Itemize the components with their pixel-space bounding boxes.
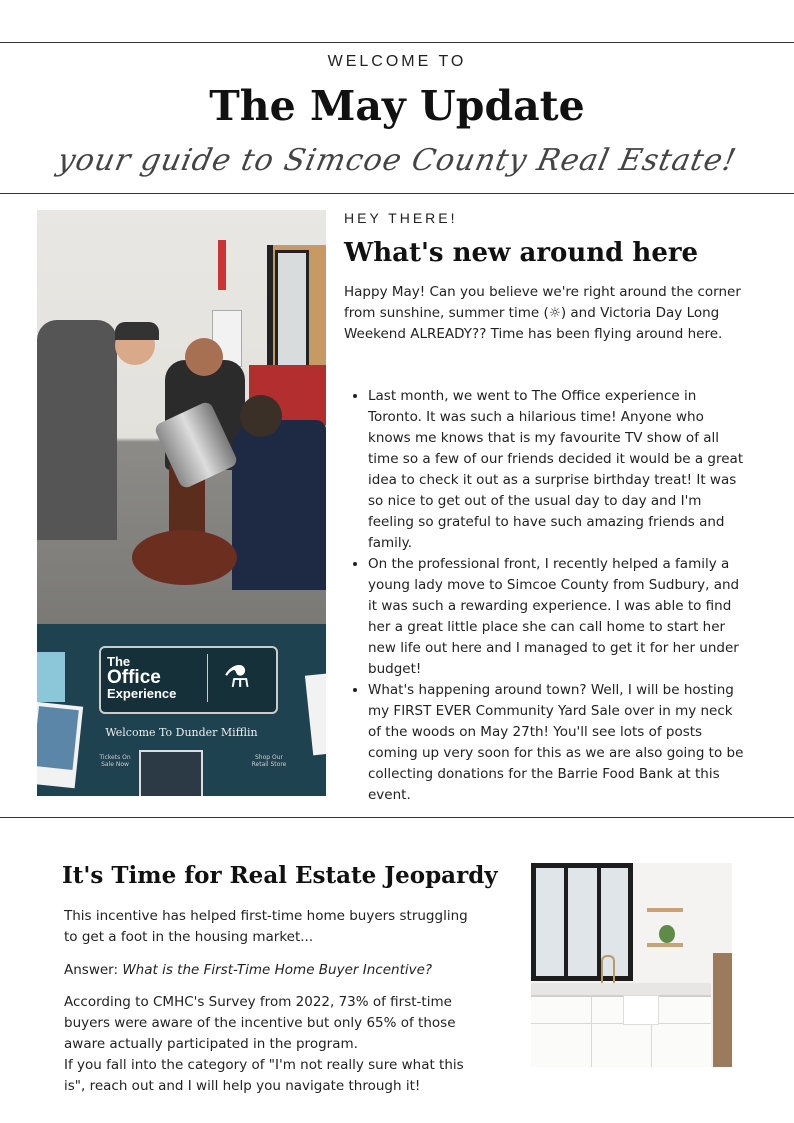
kitchen-plant [659,925,675,943]
photo-cap [115,322,159,340]
dunder-mifflin-sign: Welcome To Dunder Mifflin [105,726,258,739]
tagline: your guide to Simcoe County Real Estate! [54,143,740,178]
photo-person-center-head [185,338,223,376]
office-group-photo [37,210,326,624]
news-kicker: HEY THERE! [344,210,458,226]
list-item: • On the professional front, I recently helped a family a young lady move to Simcoe County from Sudbury, and it was such a rewarding experience. I was able to find her a great little place she can call home to start her new life out here and I managed to get it for her under budget! [368,554,744,680]
office-experience-photo [37,624,326,796]
list-item: • What's happening around town? Well, I will be hosting my FIRST EVER Community Yard Sale over in my neck of the woods on May 27th! You'll see lots of posts coming up very soon for this as we are also going to be collecting donations for the Barrie Food Bank at this event. [368,680,744,806]
cabinet-line [531,1023,711,1024]
kitchen-faucet [601,955,615,985]
photo-polaroid-left [37,702,83,789]
jeopardy-survey [64,992,484,1097]
cta-text: If you fall into the category of "I'm not really sure what this is", reach out and I will help you navigate through it! [64,1057,464,1094]
desk-figure-icon: ⚗ [207,654,266,702]
news-bullet-list [344,386,744,806]
page-title: The May Update [209,82,585,130]
header-top-rule [0,42,794,43]
welcome-kicker: WELCOME TO [327,53,467,70]
photo-polaroid-right [305,673,326,756]
retail-sign: Shop Our Retail Store [251,754,287,768]
jeopardy-clue: This incentive has helped first-time home buyers struggling to get a foot in the housing market... [64,908,468,945]
kitchen-window [531,863,633,981]
news-intro: Happy May! Can you believe we're right around the corner from sunshine, summer time (☼) and Victoria Day Long Weekend ALREADY?? Time has been flying around here. [344,284,741,342]
answer-label: Answer: [64,962,123,978]
answer-text: What is the First-Time Home Buyer Incentive? [122,962,433,978]
news-title: What's new around here [344,238,699,268]
photo-person-kneeling [232,420,326,590]
list-item: • Last month, we went to The Office experience in Toronto. It was such a hilarious time! Anyone who knows me knows that is my favourite TV show of all time so a few of our friends decided it would be a great idea to check it out as a surprise birthday treat! It was so nice to get out of the usual day to day and I'm feeling so grateful to have such amazing friends and family. [368,386,744,554]
kitchen-cabinets [531,997,711,1067]
office-sign-logo: The Office Experience [107,654,177,701]
photo-doorway [139,750,203,796]
survey-text: According to CMHC's Survey from 2022, 73% of first-time buyers were aware of the incentive but only 65% of those aware actually participated in the program. [64,994,456,1052]
photo-exit-sign [218,240,226,290]
kitchen-counter [531,983,711,997]
kitchen-sink [623,995,659,1025]
kitchen-mullion [564,863,568,981]
kitchen-doorway [713,953,732,1067]
photo-person-kneeling-head [240,395,282,437]
kitchen-photo [531,863,732,1067]
header-bottom-rule [0,193,794,194]
jeopardy-answer [64,960,484,981]
jeopardy-title: It's Time for Real Estate Jeopardy [62,862,498,889]
tickets-sign: Tickets On Sale Now [99,754,131,768]
section-divider [0,817,794,818]
kitchen-shelf [647,943,683,947]
cabinet-line [591,997,592,1067]
photo-sticky-note [37,652,65,702]
photo-person-left [37,320,117,540]
kitchen-shelf [647,908,683,912]
photo-chili-spill [132,530,237,585]
